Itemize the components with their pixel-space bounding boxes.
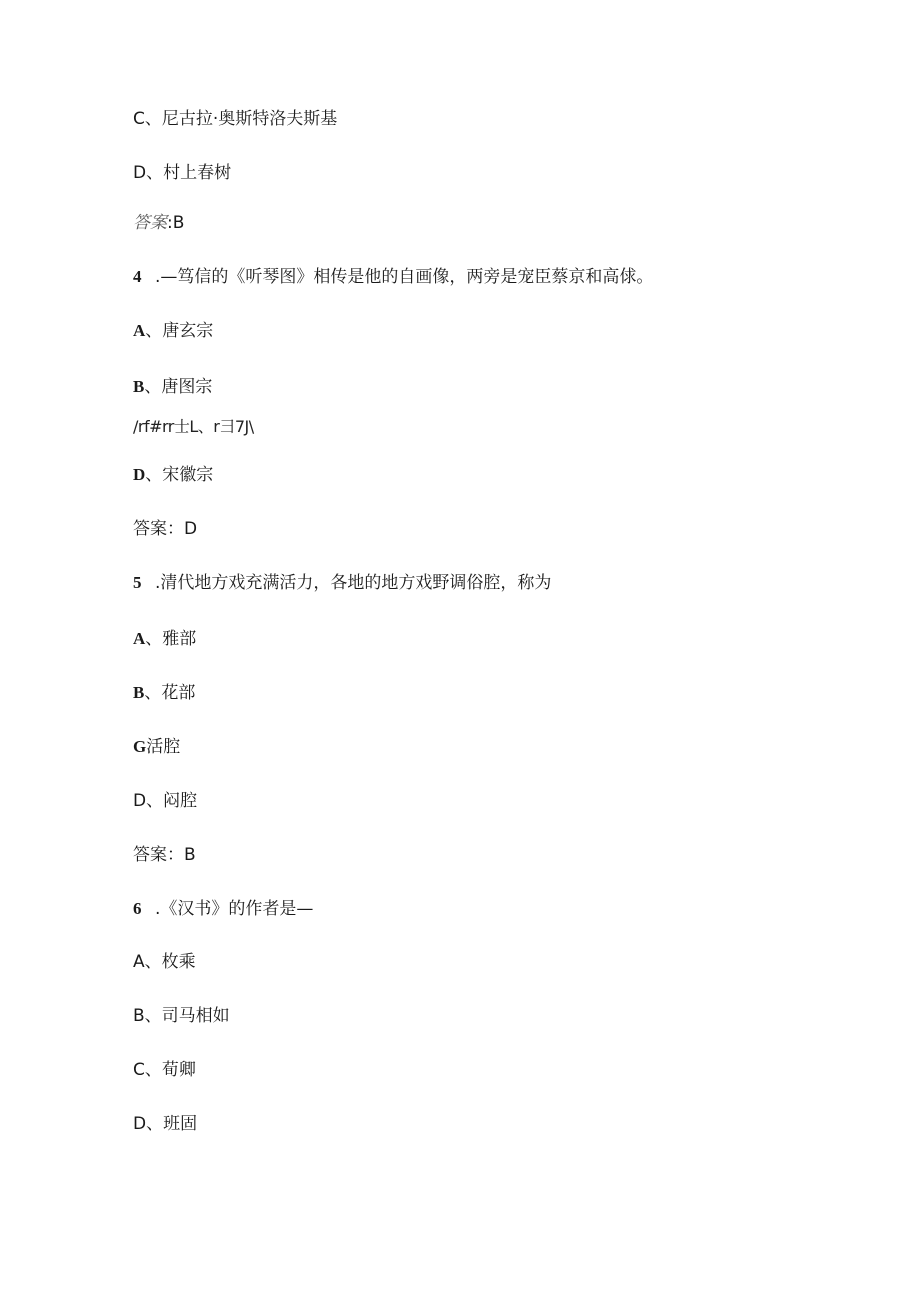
option-text: B、司马相如 <box>133 1006 230 1026</box>
garbled-text: /rf#rr士L、r彐7J\ <box>133 417 254 436</box>
option-text: 、宋徽宗 <box>145 465 214 485</box>
option-c <box>133 1059 196 1081</box>
answer-label: 答案 <box>133 213 167 233</box>
option-b <box>133 682 195 704</box>
option-c-garbled <box>133 416 254 438</box>
question-text: .《汉书》的作者是— <box>155 899 314 919</box>
option-text: C、荀卿 <box>133 1060 196 1080</box>
answer-line <box>133 518 197 540</box>
option-c <box>133 736 180 758</box>
option-text: 、雅部 <box>145 629 197 649</box>
option-text: D、班固 <box>133 1114 198 1134</box>
option-c <box>133 108 337 130</box>
option-a <box>133 320 213 342</box>
question-4 <box>133 266 653 288</box>
question-number: 5 <box>133 573 142 592</box>
option-text: A、枚乘 <box>133 952 196 972</box>
option-letter: D <box>133 465 146 484</box>
option-a <box>133 628 196 650</box>
question-number: 4 <box>133 267 142 286</box>
option-text: D、村上春树 <box>133 163 232 183</box>
option-letter: B <box>133 683 145 702</box>
option-b <box>133 1005 230 1027</box>
option-letter: G <box>133 737 147 756</box>
option-a <box>133 951 196 973</box>
option-d <box>133 464 213 486</box>
answer-value: :B <box>167 213 185 233</box>
option-b <box>133 376 212 398</box>
answer-line <box>133 212 184 234</box>
option-text: C、尼古拉·奥斯特洛夫斯基 <box>133 109 338 129</box>
option-text: D、闷腔 <box>133 791 198 811</box>
option-text: 、唐图宗 <box>144 377 213 397</box>
question-text: .清代地方戏充满活力，各地的地方戏野调俗腔，称为 <box>155 573 552 593</box>
option-letter: A <box>133 321 146 340</box>
option-text: 、花部 <box>144 683 196 703</box>
option-letter: B <box>133 377 145 396</box>
answer-text: 答案：D <box>133 519 198 539</box>
answer-line <box>133 844 196 866</box>
answer-text: 答案：B <box>133 845 196 865</box>
option-d <box>133 790 197 812</box>
option-d <box>133 1113 197 1135</box>
option-text: 、唐玄宗 <box>145 321 214 341</box>
question-number: 6 <box>133 899 142 918</box>
question-5 <box>133 572 551 594</box>
option-d <box>133 162 231 184</box>
question-text: .—笃信的《听琴图》相传是他的自画像，两旁是宠臣蔡京和高俅。 <box>155 267 654 287</box>
option-text: 活腔 <box>146 737 181 757</box>
option-letter: A <box>133 629 146 648</box>
question-6 <box>133 898 313 920</box>
